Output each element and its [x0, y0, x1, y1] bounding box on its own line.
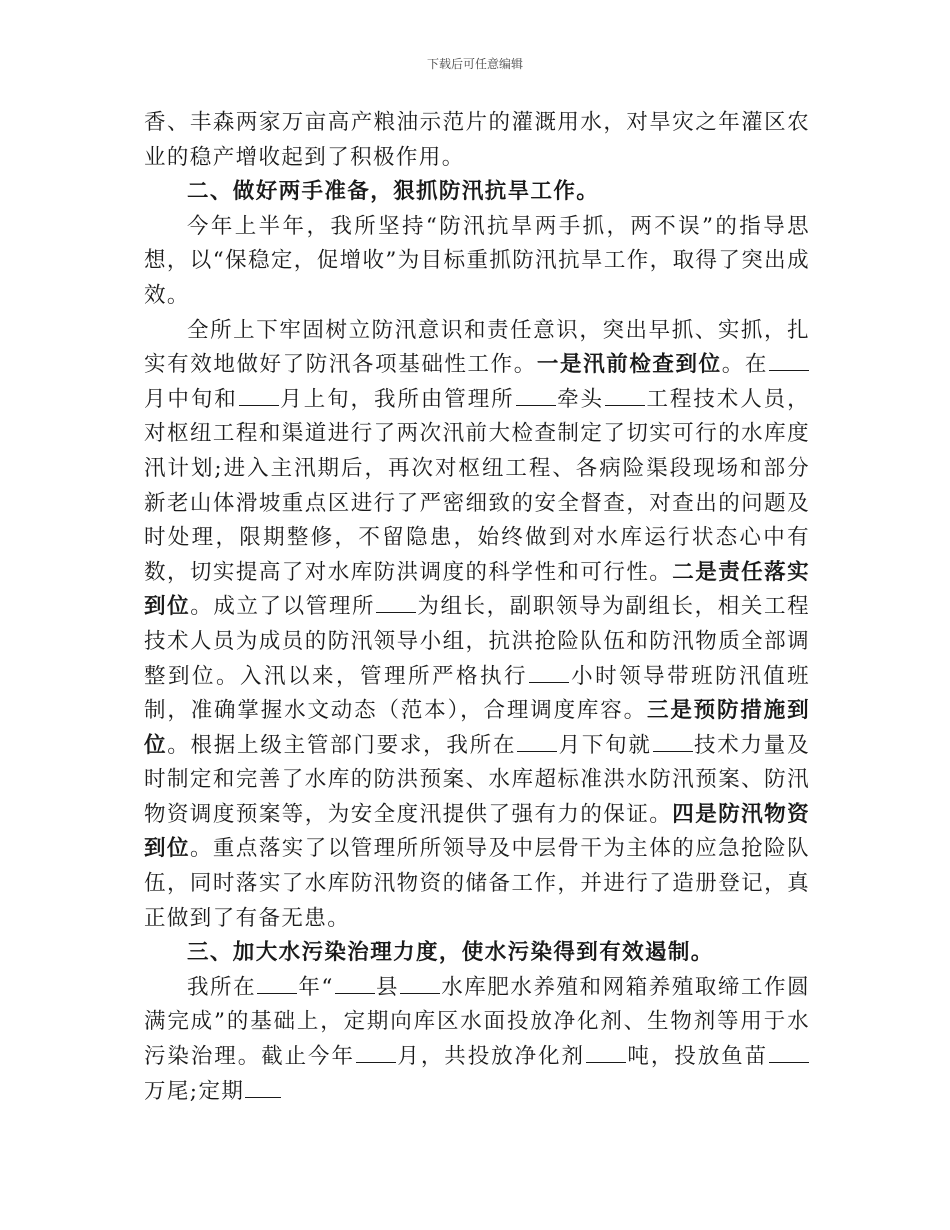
text-span: 月，共投放净化剂 [396, 1044, 585, 1070]
blank-underline [245, 1075, 281, 1098]
text-span: 牵头 [556, 386, 604, 412]
text-span: 吨，投放鱼苗 [626, 1044, 768, 1070]
document-body [144, 106, 810, 1109]
bold-point-4: 四是防汛物资到位 [144, 801, 811, 862]
bold-point-1: 一是汛前检查到位 [536, 352, 722, 378]
text-span: 为组长，副职领导为副组长，相关工程技术人员为成员的防汛领导小组，抗洪抢险队伍和防汛物质全部调整到位。入汛以来，管理所严格执行 [144, 594, 810, 689]
blank-underline [257, 971, 297, 994]
paragraph-pollution [144, 971, 810, 1109]
text-span: 技术力量及时制定和完善了水库的防洪预案、水库超标准洪水防汛预案、防汛物资调度预案等，为安全度汛提供了强有力的保证。 [144, 732, 810, 827]
text-span: 小时领导带班防汛值班制，准确掌握水文动态（范本），合理调度库容。 [144, 663, 810, 724]
bold-point-3: 三是预防措施到位 [144, 698, 810, 758]
blank-underline [605, 383, 645, 406]
blank-underline [586, 1040, 626, 1063]
text-span: 万尾;定期 [144, 1078, 245, 1104]
text-span: 工程技术人员，对枢纽工程和渠道进行了两次汛前大检查制定了切实可行的水库度汛计划;进入主汛期后，再次对枢纽工程、各病险渠段现场和部分新老山体滑坡重点区进行了严密细致的安全督查，对查出的问题及时处理，限期整修，不留隐患，始终做到对水库运行状态心中有数，切实提高了对水库防洪调度的科学性和可行性。 [144, 386, 810, 585]
text-span: 月下旬就 [558, 732, 652, 758]
blank-underline [517, 729, 557, 752]
text-span: 。在 [721, 352, 768, 378]
bold-point-2: 二是责任落实到位 [144, 559, 811, 620]
text-span: 我所在 [187, 974, 257, 1000]
blank-underline [335, 971, 375, 994]
blank-underline [653, 729, 693, 752]
text-span: 年“ [298, 974, 334, 1000]
text-span: 月上旬，我所由管理所 [279, 386, 515, 412]
text-span: 。根据上级主管部门要求，我所在 [167, 732, 517, 758]
blank-underline [769, 348, 809, 371]
section-heading-3: 三、加大水污染治理力度，使水污染得到有效遏制。 [187, 940, 714, 966]
blank-underline [769, 1040, 809, 1063]
text-span: 全所上下牢固树立防汛意识和责任意识，突出早抓、实抓，扎实有效地做好了防汛各项基础性工作。 [144, 317, 810, 378]
blank-underline [400, 971, 440, 994]
section-heading-2: 二、做好两手准备，狠抓防汛抗旱工作。 [187, 179, 600, 205]
paragraph-flood-drought: 今年上半年，我所坚持“防汛抗旱两手抓，两不误”的指导思想，以“保稳定，促增收”为目标重抓防汛抗旱工作，取得了突出成效。 [144, 213, 810, 308]
page-header-note: 下载后可任意编辑 [426, 57, 523, 71]
text-span: 。成立了以管理所 [190, 594, 376, 620]
text-span: 水库肥水养殖和网箱养殖取缔工作圆满完成”的基础上，定期向库区水面投放净化剂、生物剂等用于水污染治理。截止今年 [144, 974, 811, 1070]
blank-underline [529, 660, 569, 683]
text-span: 县 [375, 974, 400, 1000]
paragraph-flood-measures [144, 314, 810, 937]
text-span: 。重点落实了以管理所所领导及中层骨干为主体的应急抢险队伍，同时落实了水库防汛物资的储备工作，并进行了造册登记，真正做到了有备无患。 [144, 836, 810, 931]
blank-underline [376, 590, 416, 613]
blank-underline [239, 383, 279, 406]
text-span: 月中旬和 [144, 386, 238, 412]
paragraph-intro-continuation: 香、丰森两家万亩高产粮油示范片的灌溉用水，对旱灾之年灌区农业的稳产增收起到了积极作用。 [144, 110, 810, 170]
blank-underline [356, 1040, 396, 1063]
blank-underline [516, 383, 556, 406]
